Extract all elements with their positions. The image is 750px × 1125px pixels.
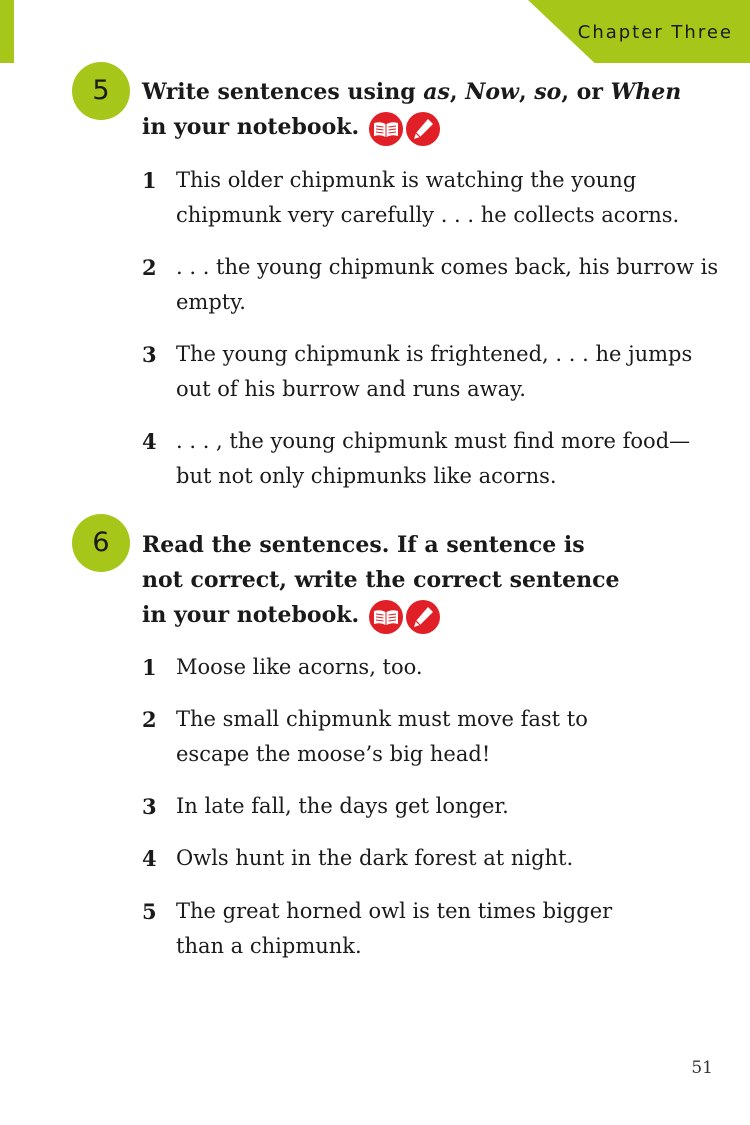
item-text: . . . the young chipmunk comes back, his burrow is empty. [176, 255, 719, 314]
book-icon [369, 112, 403, 146]
page-number: 51 [691, 1058, 713, 1078]
exercise-6-badge: 6 [72, 514, 130, 572]
exercise-5-instruction: Write sentences using as, Now, so, or When in your notebook. [142, 75, 702, 146]
item-text: In late fall, the days get longer. [176, 794, 509, 818]
item-text: The great horned owl is ten times bigger than a chipmunk. [176, 899, 613, 958]
item-text: Owls hunt in the dark forest at night. [176, 846, 574, 870]
item-text: . . . , the young chipmunk must find more food—but not only chipmunks like acorns. [176, 429, 691, 488]
pencil-icon [406, 600, 440, 634]
item-number: 4 [142, 429, 157, 454]
exercise-5-badge: 5 [72, 62, 130, 120]
item-text: The small chipmunk must move fast to escape the moose’s big head! [176, 707, 588, 766]
item-number: 3 [142, 342, 157, 367]
exercise-6-instruction: Read the sentences. If a sentence is not correct, write the correct sentence in your notebook. [142, 528, 622, 634]
item-text: This older chipmunk is watching the young chipmunk very carefully . . . he collects acorns. [176, 168, 680, 227]
chapter-title: Chapter Three [577, 22, 733, 43]
item-number: 2 [142, 707, 157, 732]
item-number: 3 [142, 794, 157, 819]
item-text: Moose like acorns, too. [176, 655, 423, 679]
book-icon [369, 600, 403, 634]
item-number: 1 [142, 168, 157, 193]
item-number: 1 [142, 655, 157, 680]
item-number: 4 [142, 846, 157, 871]
pencil-icon [406, 112, 440, 146]
item-text: The young chipmunk is frightened, . . . he jumps out of his burrow and runs away. [176, 342, 693, 401]
item-number: 2 [142, 255, 157, 280]
left-accent-strip [0, 0, 14, 63]
item-number: 5 [142, 899, 157, 924]
